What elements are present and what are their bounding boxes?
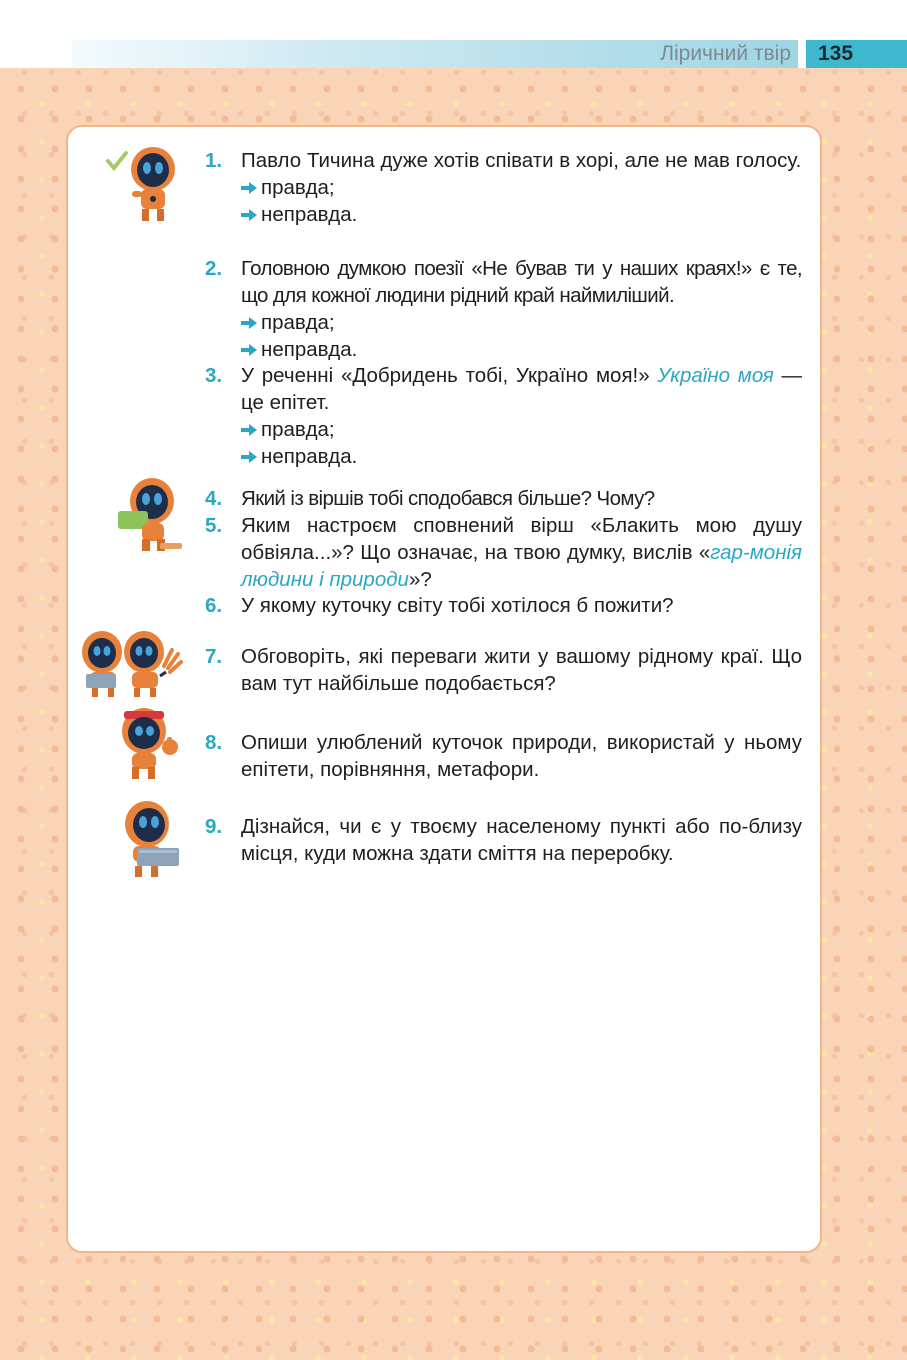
question-number: 6. bbox=[205, 594, 223, 617]
section-title: Ліричний твір bbox=[660, 42, 791, 65]
arrow-right-icon bbox=[241, 423, 259, 437]
page-number: 135 bbox=[806, 40, 907, 68]
reading-mascot-icon bbox=[112, 475, 184, 553]
laptop-mascot-icon bbox=[115, 798, 183, 878]
check-mascot-icon bbox=[104, 143, 182, 223]
question-number: 8. bbox=[205, 731, 223, 754]
question-text bbox=[241, 512, 802, 593]
question-number: 3. bbox=[205, 364, 223, 387]
question-1 bbox=[205, 147, 802, 228]
question-number: 5. bbox=[205, 514, 223, 537]
arrow-right-icon bbox=[241, 181, 259, 195]
question-number: 1. bbox=[205, 149, 223, 172]
question-text: Дізнайся, чи є у твоєму населеному пункті або по-близу місця, куди можна здати сміття на переробку. bbox=[241, 815, 802, 865]
option-label: неправда. bbox=[261, 338, 358, 361]
question-text: Павло Тичина дуже хотів співати в хорі, але не мав голосу. bbox=[241, 149, 802, 172]
option-label: неправда. bbox=[261, 203, 358, 226]
question-text: Обговоріть, які переваги жити у вашому рідному краї. Що вам тут найбільше подобається? bbox=[241, 645, 802, 695]
question-text bbox=[241, 362, 802, 416]
highlighted-phrase: гар-монія людини і природи bbox=[241, 541, 802, 591]
option-false[interactable] bbox=[241, 336, 802, 363]
question-text-part: — це епітет. bbox=[241, 364, 802, 414]
option-label: правда; bbox=[261, 418, 335, 441]
question-number: 2. bbox=[205, 257, 223, 280]
two-mascots-icon bbox=[80, 628, 184, 698]
question-9 bbox=[205, 813, 802, 867]
question-number: 7. bbox=[205, 645, 223, 668]
question-number: 9. bbox=[205, 815, 223, 838]
option-label: правда; bbox=[261, 311, 335, 334]
question-2 bbox=[205, 255, 802, 363]
option-true[interactable] bbox=[241, 174, 802, 201]
question-7 bbox=[205, 643, 802, 697]
option-label: неправда. bbox=[261, 445, 358, 468]
arrow-right-icon bbox=[241, 208, 259, 222]
question-text: Головною думкою поезії «Не бував ти у наших краях!» є те, що для кожної людини рідний край наймиліший. bbox=[241, 257, 802, 307]
thumbs-up-mascot-icon bbox=[112, 703, 184, 781]
question-number: 4. bbox=[205, 487, 223, 510]
question-text-part: »? bbox=[408, 568, 432, 591]
highlighted-phrase: Україно моя bbox=[657, 364, 774, 387]
question-5 bbox=[205, 512, 802, 593]
option-label: правда; bbox=[261, 176, 335, 199]
arrow-right-icon bbox=[241, 316, 259, 330]
question-6 bbox=[205, 592, 802, 619]
question-text: Опиши улюблений куточок природи, використай у ньому епітети, порівняння, метафори. bbox=[241, 731, 802, 781]
question-text: Який із віршів тобі сподобався більше? Чому? bbox=[241, 487, 655, 510]
question-text-part: Яким настроєм сповнений вірш «Блакить мою душу обвіяла...»? Що означає, на твою думку, вислів « bbox=[241, 514, 802, 564]
question-4 bbox=[205, 485, 802, 512]
arrow-right-icon bbox=[241, 343, 259, 357]
question-8 bbox=[205, 729, 802, 783]
option-true[interactable] bbox=[241, 309, 802, 336]
option-false[interactable] bbox=[241, 443, 802, 470]
question-3 bbox=[205, 362, 802, 470]
question-text: У якому куточку світу тобі хотілося б пожити? bbox=[241, 594, 674, 617]
option-false[interactable] bbox=[241, 201, 802, 228]
question-text-part: У реченні «Добридень тобі, Україно моя!» bbox=[241, 364, 650, 387]
option-true[interactable] bbox=[241, 416, 802, 443]
arrow-right-icon bbox=[241, 450, 259, 464]
